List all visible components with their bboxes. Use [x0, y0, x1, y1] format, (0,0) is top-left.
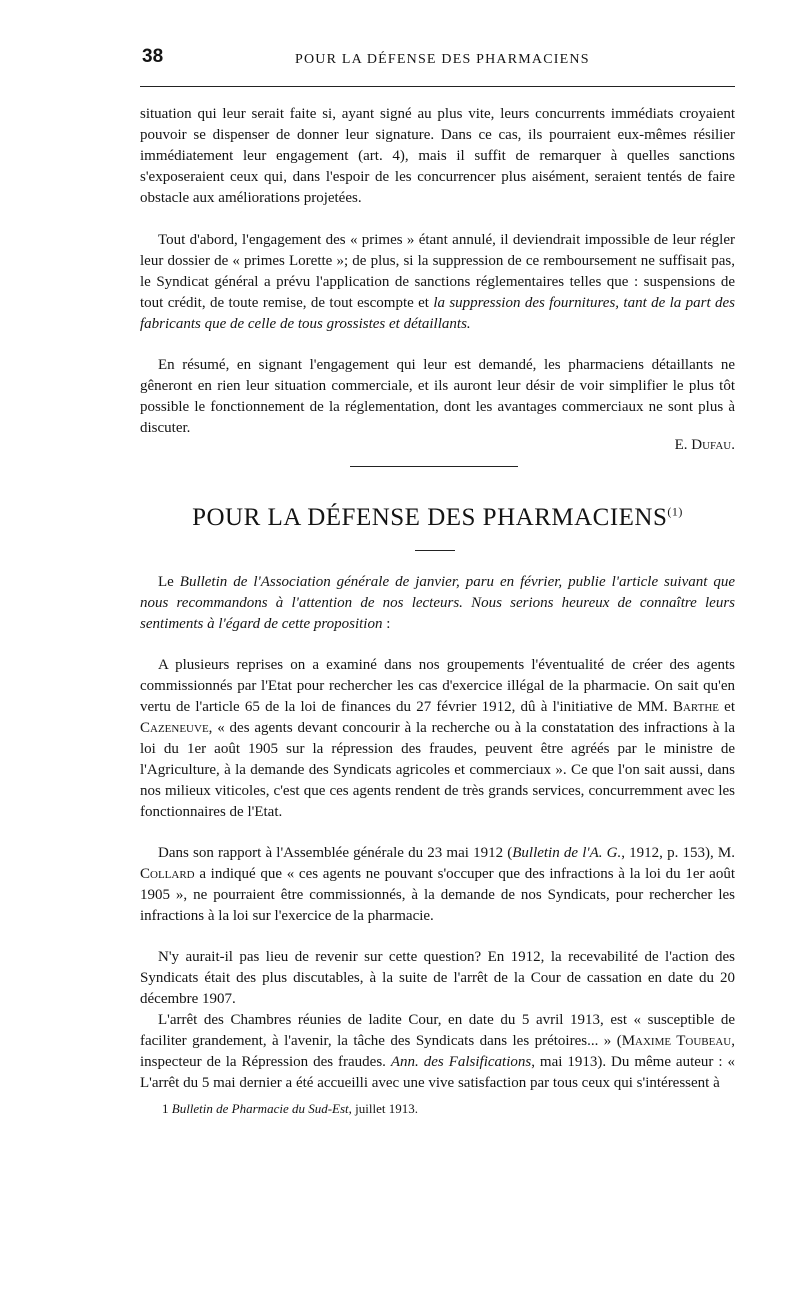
author-signature [560, 437, 735, 454]
paragraph-continuation: situation qui leur serait faite si, ayant signé au plus vite, leurs concurrents immédiats croyaient pouvoir se dispenser de donner leur signature. Dans ce cas, ils pourraient eux-mêmes résilier immédiatement leur engagement (art. 4), mais il suffit de remarquer à quelles sanctions s'exposeraient ceux qui, dans l'espoir de les concurrencer plus aisément, seraient tentés de faire obstacle aux améliorations projetées. [140, 106, 735, 206]
running-head [135, 46, 735, 76]
paragraph-agents-a: A plusieurs reprises on a examiné dans nos groupements l'éventualité de créer des agents commissionnés par l'Etat pour rechercher les cas d'exercice illégal de la pharmacie. On sait qu'en vertu de l'article 65 de la loi de finances du 27 février 1912, dû à l'initiative de MM. [140, 657, 735, 715]
article-title-text: POUR LA DÉFENSE DES PHARMACIENS [192, 504, 668, 531]
name-toubeau: Maxime Toubeau [621, 1033, 732, 1049]
intro-lead: Le [158, 574, 180, 590]
bulletin-citation: Bulletin de l'A. G. [512, 845, 622, 861]
footnote-source: Bulletin de Pharmacie du Sud-Est [171, 1101, 349, 1116]
paragraph-sanctions [140, 230, 735, 335]
footnote-mark: (1) [667, 504, 683, 519]
section-divider [350, 466, 518, 467]
page-number: 38 [142, 46, 164, 67]
paragraph-rapport-c: a indiqué que « ces agents ne pouvant s'occuper que des infractions à la loi du 1er août 1905 », ne pourraient être commissionnés, à la demande de nos Syndicats, pour rechercher les infractions à la loi sur l'exercice de la pharmacie. [140, 866, 735, 924]
signature-initial: E. [674, 437, 692, 453]
name-cazeneuve: Cazeneuve [140, 720, 209, 736]
running-title: POUR LA DÉFENSE DES PHARMACIENS [295, 52, 590, 67]
header-rule [140, 86, 735, 87]
paragraph-arret-b: , inspecteur de la Répression des fraudes. [140, 1033, 735, 1070]
footnote [162, 1101, 418, 1117]
intro-colon: : [382, 616, 391, 632]
footnote-number: 1 [162, 1101, 172, 1116]
paragraph-arret [140, 1010, 735, 1094]
article-title [140, 504, 735, 532]
paragraph-question: N'y aurait-il pas lieu de revenir sur cette question? En 1912, la recevabilité de l'action des Syndicats était des plus discutables, à la suite de l'arrêt de la Cour de cassation en date du 20 décembre 1907. [140, 949, 735, 1007]
footnote-date: , juillet 1913. [348, 1101, 419, 1116]
signature-name: Dufau. [691, 437, 735, 453]
annales-citation: Ann. des Falsifications [390, 1054, 532, 1070]
name-barthe: Barthe [672, 699, 719, 715]
name-collard: Collard [140, 866, 195, 882]
paragraph-rapport-a: Dans son rapport à l'Assemblée générale du 23 mai 1912 ( [158, 845, 513, 861]
paragraph-sanctions-italic: la suppression des fournitures, tant de la part des fabricants que de celle de tous grossistes et détaillants. [140, 295, 735, 332]
paragraph-rapport-b: , 1912, p. 153), M. [621, 845, 735, 861]
paragraph-sanctions-text: Tout d'abord, l'engagement des « primes » étant annulé, il deviendrait impossible de leur régler leur dossier de « primes Lorette »; de plus, si la suppression de ce remboursement ne suffisait pas, le Syndicat général a prévu l'application de sanctions réglementaires telles que : suspensions de tout crédit, de toute remise, de tout escompte et [140, 232, 735, 311]
paragraph-rapport [140, 843, 735, 927]
paragraph-arret-c: , mai 1913). Du même auteur : « L'arrêt du 5 mai dernier a été accueilli avec une vive satisfaction par tous ceux qui s'intéressent à [140, 1054, 735, 1091]
paragraph-agents-c: , « des agents devant concourir à la recherche ou à la constatation des infractions à la loi du 1er août 1905 sur la répression des fraudes, peuvent être agréés par le ministre de l'Agriculture, à la demande des Syndicats agricoles et commerciaux ». Ce que l'on sait aussi, dans nos milieux viticoles, c'est que ces agents rendent de très grands services, concurremment avec les fonctionnaires de l'Etat. [140, 720, 735, 820]
paragraph-arret-a: L'arrêt des Chambres réunies de ladite Cour, en date du 5 avril 1913, est « susceptible de faciliter grandement, à l'avenir, la tâche des Syndicats dans les prétoires... » ( [140, 1012, 735, 1049]
intro-text: Bulletin de l'Association générale de janvier, paru en février, publie l'article suivant que nous recommandons à l'attention de nos lecteurs. Nous serions heureux de connaître leurs sentiments à l'égard de cette proposition [140, 574, 735, 632]
paragraph-summary: En résumé, en signant l'engagement qui leur est demandé, les pharmaciens détaillants ne gêneront en rien leur situation commerciale, et ils auront leur désir de voir simplifier le plus tôt possible le fonctionnement de la réglementation, dont les avantages commerciaux ne sont plus à discuter. [140, 357, 735, 436]
title-divider [415, 550, 455, 551]
editorial-intro [140, 572, 735, 635]
paragraph-agents [140, 655, 735, 823]
paragraph-agents-b: et [718, 699, 736, 715]
